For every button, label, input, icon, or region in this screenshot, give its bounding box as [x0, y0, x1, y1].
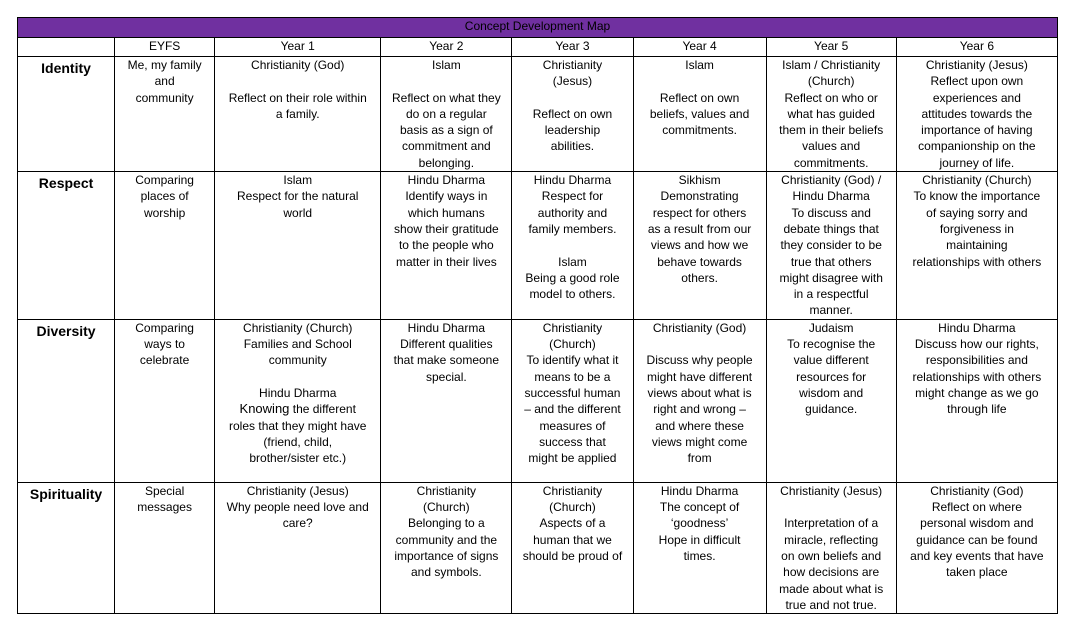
- cell-diversity-year-6: Hindu Dharma Discuss how our rights, responsibilities and relationships with others might change as we go through life: [896, 319, 1057, 482]
- cell-respect-year-3: Hindu Dharma Respect for authority and family members. Islam Being a good role model to others.: [512, 172, 633, 320]
- knowing-word: Knowing: [239, 401, 290, 417]
- cell-spirituality-year-3: Christianity (Church) Aspects of a human that we should be proud of: [512, 482, 633, 613]
- table-row-respect: [18, 172, 1058, 320]
- knowing-rest: the different roles that they might have (friend, child, brother/sister etc.): [229, 402, 367, 466]
- cell-diversity-eyfs: Comparing ways to celebrate: [115, 319, 215, 482]
- cell-diversity-year-5: Judaism To recognise the value different resources for wisdom and guidance.: [766, 319, 896, 482]
- header-year-4: Year 4: [633, 38, 766, 57]
- header-year-2: Year 2: [381, 38, 512, 57]
- cell-diversity-year-3: Christianity (Church) To identify what it means to be a successful human – and the different measures of success that might be applied: [512, 319, 633, 482]
- table-row-spirituality: [18, 482, 1058, 613]
- table-row-identity: [18, 57, 1058, 172]
- cell-spirituality-eyfs: Special messages: [115, 482, 215, 613]
- header-eyfs: EYFS: [115, 38, 215, 57]
- cell-identity-year-2: Islam Reflect on what they do on a regular basis as a sign of commitment and belonging.: [381, 57, 512, 172]
- cell-diversity-year-2: Hindu Dharma Different qualities that make someone special.: [381, 319, 512, 482]
- cell-diversity-year-1: Christianity (Church) Families and School community Hindu Dharma Knowing the different roles that they might have (friend, child, brother/sister etc.): [215, 319, 381, 482]
- cell-identity-year-1: Christianity (God) Reflect on their role within a family.: [215, 57, 381, 172]
- header-row: [18, 38, 1058, 57]
- cell-respect-eyfs: Comparing places of worship: [115, 172, 215, 320]
- cell-respect-year-1: Islam Respect for the natural world: [215, 172, 381, 320]
- cell-respect-year-4: Sikhism Demonstrating respect for others as a result from our views and how we behave towards others.: [633, 172, 766, 320]
- cell-spirituality-year-4: Hindu Dharma The concept of ‘goodness’ Hope in difficult times.: [633, 482, 766, 613]
- row-label-diversity: Diversity: [18, 319, 115, 482]
- row-label-respect: Respect: [18, 172, 115, 320]
- header-corner: [18, 38, 115, 57]
- cell-identity-year-3: Christianity (Jesus) Reflect on own leadership abilities.: [512, 57, 633, 172]
- cell-respect-year-6: Christianity (Church) To know the importance of saying sorry and forgiveness in maintaining relationships with others: [896, 172, 1057, 320]
- header-year-5: Year 5: [766, 38, 896, 57]
- header-year-3: Year 3: [512, 38, 633, 57]
- cell-identity-year-6: Christianity (Jesus) Reflect upon own experiences and attitudes towards the importance of having companionship on the journey of life.: [896, 57, 1057, 172]
- cell-identity-eyfs: Me, my family and community: [115, 57, 215, 172]
- cell-respect-year-5: Christianity (God) / Hindu Dharma To discuss and debate things that they consider to be true that others might disagree with in a respectful manner.: [766, 172, 896, 320]
- table-title: Concept Development Map: [18, 18, 1058, 38]
- row-label-spirituality: Spirituality: [18, 482, 115, 613]
- cell-spirituality-year-6: Christianity (God) Reflect on where personal wisdom and guidance can be found and key events that have taken place: [896, 482, 1057, 613]
- cell-diversity-year-4: Christianity (God) Discuss why people might have different views about what is right and wrong – and where these views might come from: [633, 319, 766, 482]
- header-year-1: Year 1: [215, 38, 381, 57]
- title-row: [18, 18, 1058, 38]
- cell-spirituality-year-5: Christianity (Jesus) Interpretation of a miracle, reflecting on own beliefs and how decisions are made about what is true and not true.: [766, 482, 896, 613]
- cell-identity-year-4: Islam Reflect on own beliefs, values and commitments.: [633, 57, 766, 172]
- concept-development-map-table: [17, 17, 1058, 614]
- cell-spirituality-year-1: Christianity (Jesus) Why people need love and care?: [215, 482, 381, 613]
- cell-spirituality-year-2: Christianity (Church) Belonging to a community and the importance of signs and symbols.: [381, 482, 512, 613]
- header-year-6: Year 6: [896, 38, 1057, 57]
- row-label-identity: Identity: [18, 57, 115, 172]
- table-row-diversity: [18, 319, 1058, 482]
- cell-respect-year-2: Hindu Dharma Identify ways in which humans show their gratitude to the people who matter in their lives: [381, 172, 512, 320]
- cell-identity-year-5: Islam / Christianity (Church) Reflect on who or what has guided them in their beliefs values and commitments.: [766, 57, 896, 172]
